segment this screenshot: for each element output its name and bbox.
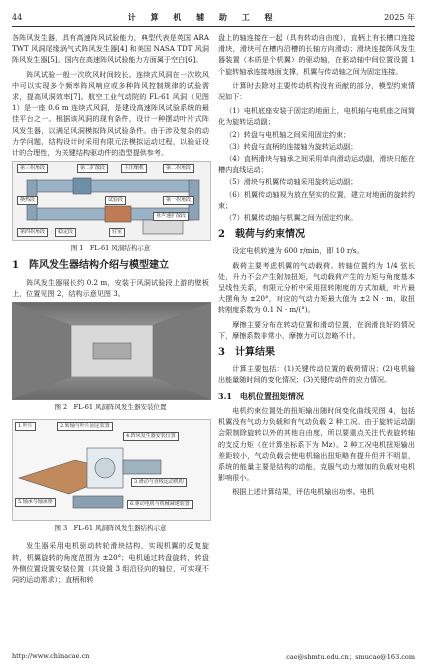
footer-url: http://www.chinacae.cn — [12, 652, 90, 660]
paragraph: 阵风发生器展长约 0.2 m，安装于风洞试验段上游的壁板上，位置见图 2，结构示意见图 3。 — [12, 277, 209, 298]
journal-year: 2025 年 — [384, 12, 415, 22]
section-1-heading: 1 阵风发生器结构介绍与模型建立 — [12, 260, 169, 272]
fig3-label: 1.叶片 — [15, 422, 36, 431]
fig3-label: 2.转轴与叶片固定装置 — [57, 422, 113, 431]
left-column — [12, 32, 209, 588]
fig1-label: 试验段 — [105, 196, 126, 205]
paragraph: 载荷主要考虑机翼的气动载荷。转轴位置约为 1/4 弦长处，升力不会产生附加扭矩，气动载荷产生的力矩与角度基本呈线性关系，有限元分析中采用扭转刚度的方式加载，叶片最大摆角为 ±20°，对应的气动力矩最大值为 ±2 N · m，取扭转刚度系数为 0.1 N · m/(°)。 — [218, 260, 415, 315]
figure-3-structure — [12, 419, 211, 521]
subsection-3-1-heading: 3.1 电机位置扭矩情况 — [218, 390, 304, 401]
tunnel-photo — [13, 303, 210, 399]
paragraph: 摩擦主要分布在转动位置和滑动位置，在润滑良好的情况下，摩擦系数非常小，摩擦力可以忽略不计。 — [218, 319, 415, 340]
list-item: （4）直柄滑块与轴承之间采用单向滑动运动副，滑块只能在槽内直线运动； — [218, 154, 415, 175]
page-footer — [12, 652, 415, 661]
page-number: 44 — [12, 12, 23, 22]
fig3-label: 6.驱动电机与机械减速装置 — [127, 500, 193, 509]
fig1-label: 第三拐角段 — [17, 164, 48, 173]
fig1-label: 驻室 — [109, 228, 125, 237]
list-item: （6）机翼传动轴视为放在坚实的位置，建立对地面的旋转约束； — [218, 189, 415, 210]
paragraph: 计算主要包括：(1)关键传动位置的载荷情况；(2)电机输出能量随时间的变化情况；(3)关键传动件的应力情况。 — [218, 364, 415, 385]
fig1-label: 主压缩机 — [121, 164, 147, 173]
header-rule — [12, 26, 415, 27]
fig1-label: 第二扩散段 — [77, 164, 108, 173]
paragraph: 设定电机转速为 600 r/min，即 10 r/s。 — [232, 246, 364, 256]
section-3-heading: 3 计算结果 — [218, 347, 275, 359]
fig3-label: 5.轴承与轴承座 — [15, 498, 56, 507]
list-item: （2）转盘与电机轴之间采用固定约束； — [225, 129, 351, 139]
paragraph: 电机约束位置处的扭矩输出随时间变化曲线见图 4，包括机翼没有气动力负载和有气动负载 2 种工况。由于旋转运动副会限制除旋转以外的其他自由度，所以要重点关注代表旋转轴的支反力矩（在计算坐标系下为 Mz）。2 种工况电机扭矩输出差距较小，气动负载会使电机输出扭矩略有提升但并不明显，系统的能量主要是结构的动能，克服气动力增加的负载对电机影响很小。 — [218, 405, 415, 483]
figure-1-caption: 图 1 FL-61 风洞结构示意 — [70, 244, 151, 253]
list-item: （5）滑块与机翼传动轴采用旋转运动副； — [225, 177, 358, 187]
fig1-label: 稳定段 — [55, 228, 76, 237]
paragraph: 盘上的轴连接在一起（具有转动自由度），直柄上有长槽口连接滑块，滑块可在槽内沿槽的长轴方向滑动；滑块连接阵风发生器装置（本质是个机翼）的驱动轴，在驱动轴中间位置设置 1 个旋转轴承连接地面支撑，机翼与传动轴之间为固定连接。 — [218, 33, 415, 76]
paragraph: 根据上述计算结果，评估电机输出功率。电机 — [232, 487, 375, 497]
figure-2-caption: 图 2 FL-61 风洞阵风发生器安装位置 — [54, 403, 167, 412]
running-header — [12, 10, 415, 24]
section-2-heading: 2 载荷与约束情况 — [218, 229, 305, 241]
figure-3-caption: 图 3 FL-61 风洞阵风发生器结构示意 — [54, 524, 167, 533]
constraint-list — [218, 105, 415, 223]
paragraph: 发生器采用电机驱动转轮滑块结构，实现机翼的反复旋转，机翼旋转的角度范围为 ±20°；电机通过转盘旋转，转盘外侧位置设置安装位置（共设置 3 组沿径向的轴位，可实现不同的运动需求）；直柄和转 — [12, 541, 209, 585]
journal-title: 计 算 机 辅 助 工 程 — [127, 11, 279, 22]
fig3-label: 4.阵风发生器安装位置 — [123, 432, 179, 441]
fig3-label: 3.滑动与直线运动机构 — [131, 478, 187, 487]
figure-2-photo — [12, 302, 211, 400]
fig1-label: 第一拐角段 — [163, 196, 194, 205]
figure-1-wind-tunnel — [12, 161, 211, 241]
fig1-label: 第四拐角段 — [17, 228, 48, 237]
paragraph: 阵风试验一般一次吹风时间较长。连续式风洞在一次吹风中可以实现多个频率阵风响应或多种阵风控制规律的试验需求，提高风洞效率[7]。航空工业气动院的 FL-61 风洞（见图 1）是一座 0.6 m 连续式风洞，是建设高速阵风试验系统的最佳平台之一。根据该风洞的现有条件，设计一种摆动叶片式阵风发生器，以满足风洞模拟阵风试验条件。由于涉及复杂的动力学问题，结构设计时采用有限元法模拟运动过程，以验证设计的合理性，为关键结构驱动件的造型提供参考。 — [12, 69, 209, 158]
fig1-label: 第二拐角段 — [163, 164, 194, 173]
list-item: （3）转盘与直柄的连接轴为旋转运动副； — [225, 141, 358, 151]
paragraph: 计算时去除对主要传动机构没有贡献的部分，模型约束情况如下： — [218, 80, 415, 102]
paragraph: 各阵风发生器，具有高速阵风试验能力，典型代表是英国 ARA TWT 风洞尾缘涡气式阵风发生器[4] 和美国 NASA TDT 风洞阵风发生器[5]。国内在高速阵风试验能力方面属于空白[6]。 — [12, 33, 209, 65]
list-item: （1）电机底座安装于固定的地面上，电机轴与电机座之间简化为旋转运动副； — [218, 106, 415, 127]
right-column — [218, 32, 415, 501]
list-item: （7）机翼传动轴与机翼之间为固定约束。 — [225, 213, 358, 223]
fig1-label: 亚声速扩散段 — [153, 212, 189, 221]
footer-email: cae@shmtu.edu.cn；smucae@163.com — [286, 653, 415, 661]
fig1-label: 换热段 — [17, 196, 38, 205]
